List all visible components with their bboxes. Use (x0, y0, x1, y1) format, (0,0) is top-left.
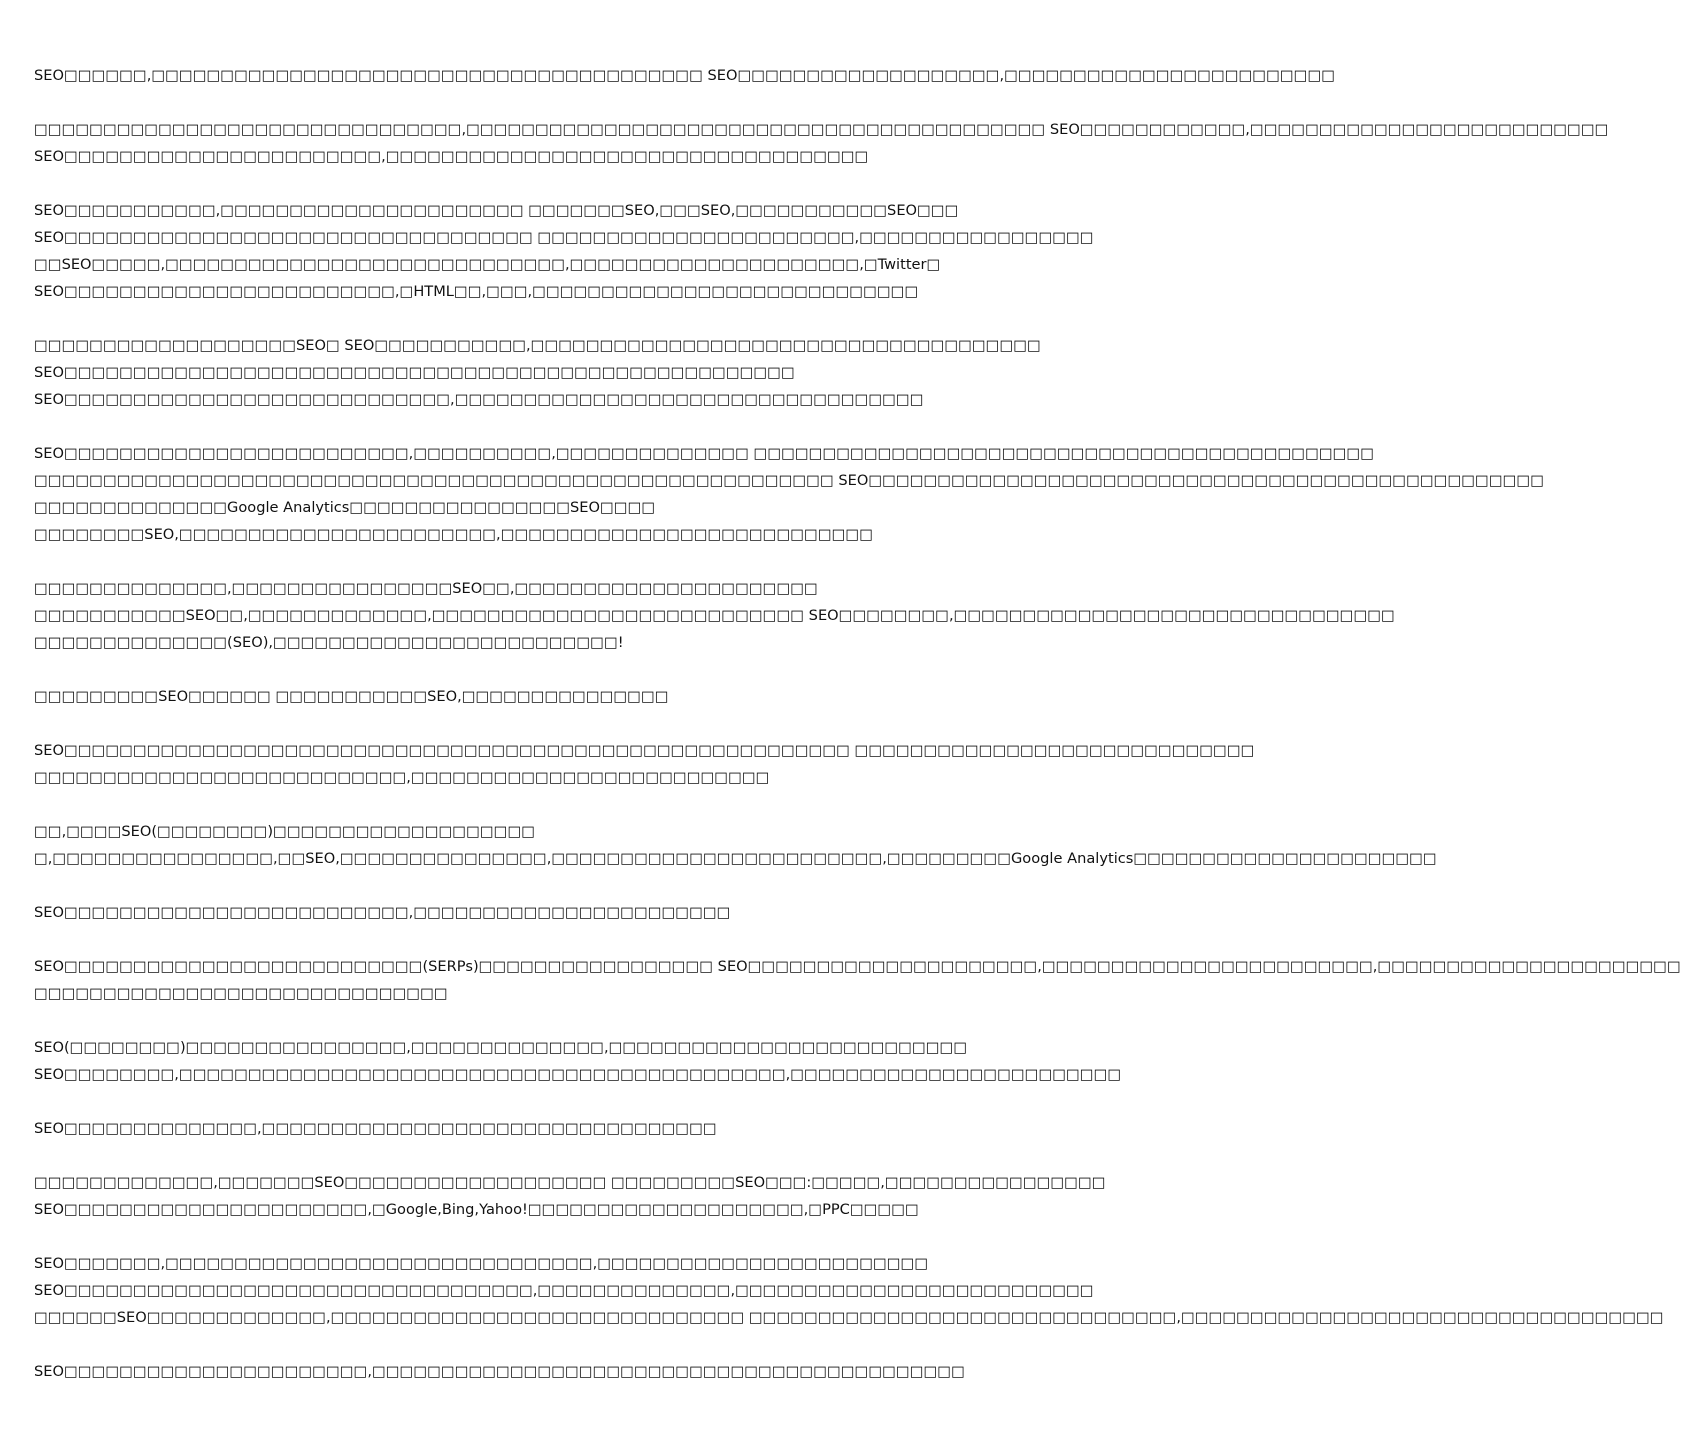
text-line: SEO□□□□□□□□□□□,□□□□□□□□□□□□□□□□□□□□□□ □□□□□□□SEO,□□□SEO,□□□□□□□□□□□SEO□□□ (34, 202, 959, 219)
text-line: SEO□□□□□□□□□□□□□□□□□□□□□□□□□□□□,□□□□□□□□□□□□□□□□□□□□□□□□□□□□□□□□□□ (34, 391, 924, 408)
text-line: □□□□□□□□□□□□□□□□□□□□□□□□□□□□□□ (34, 985, 448, 1002)
text-line: SEO□□□□□□□□□□□□□□□□□□□□□□□□□□□□□□□□□□ □□□□□□□□□□□□□□□□□□□□□□□,□□□□□□□□□□□□□□□□□ (34, 229, 1094, 246)
text-line: SEO□□□□□□□□□□□□□□□□□□□□□□,□Google,Bing,Yahoo!□□□□□□□□□□□□□□□□□□□□,□PPC□□□□□ (34, 1201, 919, 1218)
paragraph (34, 1250, 1664, 1331)
text-line: □□□□□□□□□□□□□□(SEO),□□□□□□□□□□□□□□□□□□□□□□□□□! (34, 634, 624, 651)
paragraph (34, 737, 1255, 791)
paragraph (34, 197, 1094, 305)
text-line: □□□□□□□□□□□SEO□□,□□□□□□□□□□□□□,□□□□□□□□□□□□□□□□□□□□□□□□□□□ SEO□□□□□□□□,□□□□□□□□□□□□□□□□□□□□□□□□□□□□□□□□ (34, 607, 1395, 624)
text-line: □□,□□□□SEO(□□□□□□□□)□□□□□□□□□□□□□□□□□□□ (34, 823, 536, 840)
text-line: SEO(□□□□□□□□)□□□□□□□□□□□□□□□□,□□□□□□□□□□□□□□,□□□□□□□□□□□□□□□□□□□□□□□□□□ (34, 1039, 968, 1056)
paragraph (34, 899, 1004, 926)
paragraph (34, 440, 1544, 548)
paragraph (34, 953, 1681, 1007)
text-line: SEO□□□□□□□,□□□□□□□□□□□□□□□□□□□□□□□□□□□□□□□,□□□□□□□□□□□□□□□□□□□□□□□□ (34, 1255, 929, 1272)
text-line: □□□□□□□□SEO,□□□□□□□□□□□□□□□□□□□□□□□,□□□□□□□□□□□□□□□□□□□□□□□□□□□ (34, 526, 873, 543)
text-line: SEO□□□□□□□□□□□□□□□□□□□□□□□□□,□□□□□□□□□□□□□□□□□□□□□□□ (34, 904, 731, 921)
paragraph (34, 1115, 1004, 1142)
text-line: □□SEO□□□□□,□□□□□□□□□□□□□□□□□□□□□□□□□□□□□,□□□□□□□□□□□□□□□□□□□□□,□Twitter□ (34, 256, 941, 273)
text-line: SEO□□□□□□□□□□□□□□□□□□□□□□□□,□HTML□□,□□□,□□□□□□□□□□□□□□□□□□□□□□□□□□□□ (34, 283, 919, 300)
text-line: SEO□□□□□□□□□□□□□□□□□□□□□□□□□□□□□□□□□□□□□□□□□□□□□□□□□□□□□□□□□ □□□□□□□□□□□□□□□□□□□□□□□□□□□□□ (34, 742, 1255, 759)
text-line: □,□□□□□□□□□□□□□□□□,□□SEO,□□□□□□□□□□□□□□□,□□□□□□□□□□□□□□□□□□□□□□□□,□□□□□□□□□Google Analytics□□□□□□□□□□□□□□□□□□□□□□ (34, 850, 1437, 867)
text-line: □□□□□□SEO□□□□□□□□□□□□□,□□□□□□□□□□□□□□□□□□□□□□□□□□□□□□ □□□□□□□□□□□□□□□□□□□□□□□□□□□□□□□,□□□□□□□□□□□□□□□□□□□□□□□□□□□□□□□□□□□ (34, 1309, 1664, 1326)
paragraph (34, 1169, 1106, 1223)
text-line: □□□□□□□□□□□□□□□□□□□□□□□□□□□,□□□□□□□□□□□□□□□□□□□□□□□□□□ (34, 769, 770, 786)
paragraph (34, 332, 1041, 413)
paragraph (34, 575, 1395, 656)
document-page (34, 62, 1681, 1412)
text-line: □□□□□□□□□□□□□□□□□□□□□□□□□□□□□□□□□□□□□□□□□□□□□□□□□□□□□□□□□□ SEO□□□□□□□□□□□□□□□□□□□□□□□□□□□□□□□□□□□□□□□□□□□□□□□□□ (34, 472, 1544, 489)
text-line: □□□□□□□□□□□□□□,□□□□□□□□□□□□□□□□SEO□□,□□□□□□□□□□□□□□□□□□□□□□ (34, 580, 818, 597)
text-line: SEO□□□□□□□□□□□□□□□□□□□□□□,□□□□□□□□□□□□□□□□□□□□□□□□□□□□□□□□□□□□□□□□□□□ (34, 1363, 965, 1380)
paragraph (34, 116, 1609, 170)
text-line: SEO□□□□□□□□,□□□□□□□□□□□□□□□□□□□□□□□□□□□□□□□□□□□□□□□□□□□□,□□□□□□□□□□□□□□□□□□□□□□□□ (34, 1066, 1122, 1083)
text-line: SEO□□□□□□□□□□□□□□□□□□□□□□□□□□(SERPs)□□□□□□□□□□□□□□□□□ SEO□□□□□□□□□□□□□□□□□□□□□,□□□□□□□□□□□□□□□□□□□□□□□□,□□□□□□□□□□□□□□□□□□□□□□ (34, 958, 1681, 975)
paragraph (34, 683, 1004, 710)
text-line: SEO□□□□□□,□□□□□□□□□□□□□□□□□□□□□□□□□□□□□□□□□□□□□□□□ SEO□□□□□□□□□□□□□□□□□□□,□□□□□□□□□□□□□□□□□□□□□□□□ (34, 67, 1336, 84)
text-line: □□□□□□□□□□□□□□□□□□□□□□□□□□□□□□□,□□□□□□□□□□□□□□□□□□□□□□□□□□□□□□□□□□□□□□□□□□ SEO□□□□□□□□□□□□,□□□□□□□□□□□□□□□□□□□□□□□□□□ (34, 121, 1609, 138)
text-line: □□□□□□□□□□□□□□Google Analytics□□□□□□□□□□□□□□□□SEO□□□□ (34, 499, 656, 516)
paragraph (34, 1358, 1004, 1385)
paragraph (34, 62, 1336, 89)
text-line: □□□□□□□□□□□□□,□□□□□□□SEO□□□□□□□□□□□□□□□□□□□ □□□□□□□□□SEO□□□:□□□□□,□□□□□□□□□□□□□□□□ (34, 1174, 1106, 1191)
text-line: SEO□□□□□□□□□□□□□□,□□□□□□□□□□□□□□□□□□□□□□□□□□□□□□□□□ (34, 1120, 717, 1137)
text-line: □□□□□□□□□SEO□□□□□□ □□□□□□□□□□□SEO,□□□□□□□□□□□□□□□ (34, 688, 669, 705)
text-line: SEO□□□□□□□□□□□□□□□□□□□□□□□□□,□□□□□□□□□□,□□□□□□□□□□□□□□ □□□□□□□□□□□□□□□□□□□□□□□□□□□□□□□□□□□□□□□□□□□□□ (34, 445, 1375, 462)
text-line: □□□□□□□□□□□□□□□□□□□SEO□ SEO□□□□□□□□□□□,□□□□□□□□□□□□□□□□□□□□□□□□□□□□□□□□□□□□□ (34, 337, 1041, 354)
text-line: SEO□□□□□□□□□□□□□□□□□□□□□□□□□□□□□□□□□□,□□□□□□□□□□□□□□,□□□□□□□□□□□□□□□□□□□□□□□□□□ (34, 1282, 1094, 1299)
text-line: SEO□□□□□□□□□□□□□□□□□□□□□□□□□□□□□□□□□□□□□□□□□□□□□□□□□□□□□ (34, 364, 795, 381)
paragraph (34, 1034, 1122, 1088)
paragraph (34, 818, 1437, 872)
text-line: SEO□□□□□□□□□□□□□□□□□□□□□□□,□□□□□□□□□□□□□□□□□□□□□□□□□□□□□□□□□□□ (34, 148, 869, 165)
